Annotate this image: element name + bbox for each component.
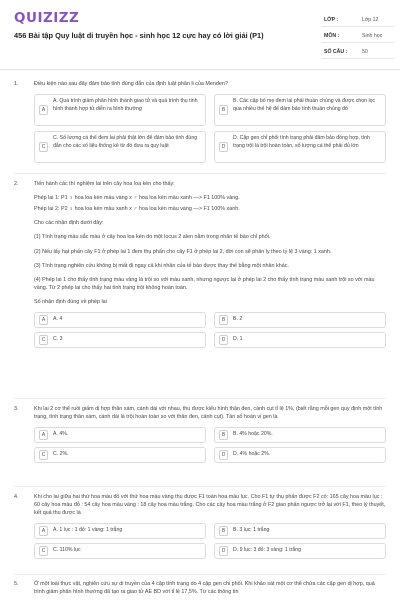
answer-option-d[interactable] <box>214 543 386 559</box>
cross-1: Phép lai 1: P1 ♀ hoa loa kèn màu vàng x ♂ hoa loa kèn màu xanh —> F1 100% vàng. <box>34 195 240 202</box>
option-letter: A <box>39 315 48 325</box>
worksheet-header <box>0 0 400 70</box>
statement-2: (2) Nếu lấy hạt phấn cây F1 ở phép lai 1 đem thụ phấn cho cây F1 ở phép lai 2, đời con sẽ phân ly theo tỷ lệ 3 vàng: 1 xanh. <box>34 248 332 255</box>
option-letter: B <box>219 526 228 536</box>
question-number: 3. <box>14 406 19 412</box>
question-divider <box>14 398 386 399</box>
worksheet-title: 456 Bài tập Quy luật di truyền học - sinh học 12 cực hay có lời giải (P1) <box>14 31 264 40</box>
answer-option-a[interactable] <box>34 427 206 443</box>
option-letter: D <box>219 335 228 345</box>
question-2 <box>14 180 386 395</box>
quizizz-logo: QUIZIZZ <box>14 10 80 26</box>
answer-option-b[interactable] <box>214 312 386 328</box>
option-text: D. 9 lục: 3 đỏ: 3 vàng: 1 trắng <box>233 547 302 554</box>
option-letter: A <box>39 105 48 115</box>
option-letter: A <box>39 526 48 536</box>
option-text: B. Các cặp bố mẹ đem lai phải thuần chủng và được chọn lọc qua nhiều thế hệ để đảm bảo tính thuần chủng đó <box>233 98 376 112</box>
question-divider <box>14 486 386 487</box>
question-3 <box>14 405 386 485</box>
statement-3: (3) Tính trạng nghiên cứu không bị mất đi ngay cả khi nhân của tế bào được thay thế bằng một nhân khác. <box>34 262 289 269</box>
option-text: B. 4% hoặc 20%. <box>233 431 273 438</box>
option-text: A. Quá trình giảm phân hình thành giao tử và quá trình thụ tinh hình thành hợp tử diễn ra bình thường <box>53 98 198 112</box>
meta-subject-row <box>322 29 394 43</box>
meta-count-value: 50 <box>362 49 368 55</box>
answer-option-b[interactable] <box>214 523 386 539</box>
question-number: 2. <box>14 181 19 187</box>
statement-4: (4) Phép lai 1 cho thấy tính trạng màu vàng là trội so với màu xanh, nhưng ngược lại ở phép lai 2 cho thấy tính trạng màu xanh trội so với màu vàng. Từ 2 phép lai cho thấy hai tính trạng trội không hoàn toàn. <box>34 276 375 291</box>
question-text: Khi lai 2 cơ thể ruồi giấm dị hợp thân xám, cánh dài với nhau, thu được kiểu hình thân đen, cánh cụt tỉ lệ 1%, (biết rằng mỗi gen quy định một tính trạng, tính trạng thân xám, cánh dài là trội hoàn toàn so với thân đen, cánh cụt). Tần số hoán vị gen là <box>34 406 383 421</box>
question-prompt: Số nhận định đúng về phép lai <box>34 298 107 305</box>
answer-option-b[interactable] <box>214 427 386 443</box>
option-text: B. 2 <box>233 316 243 323</box>
meta-count-row <box>322 45 394 59</box>
option-text: D. Cặp gen chỉ phối tính trạng phải đảm bảo đồng hợp, tính trạng trội là trội hoàn toàn, số lượng cá thể phải đủ lớn <box>233 135 370 149</box>
answer-option-a[interactable] <box>34 312 206 328</box>
option-letter: A <box>39 430 48 440</box>
question-1 <box>14 80 386 170</box>
question-4 <box>14 493 386 573</box>
option-text: D. 4% hoặc 2%. <box>233 451 271 458</box>
question-divider <box>14 574 386 575</box>
meta-subject-label: MÔN : <box>324 33 340 39</box>
question-intro: Tiến hành các thí nghiệm lai trên cây hoa loa kèn cho thấy: <box>34 181 175 187</box>
meta-subject-value: Sinh học <box>362 33 383 39</box>
option-text: C. Số lượng cá thể đem lai phải thật lớn để đảm bảo tính đúng đắn cho các số liệu thống kê từ đó đưa ra quy luật <box>53 135 198 149</box>
option-letter: D <box>219 546 228 556</box>
option-text: C. 110% lục <box>53 547 81 554</box>
option-letter: C <box>39 335 48 345</box>
question-text: Điều kiện nào sau đây đảm bảo tính đúng đắn của định luật phân li của Menden? <box>34 81 228 87</box>
answer-option-d[interactable] <box>214 131 386 163</box>
option-letter: B <box>219 430 228 440</box>
option-letter: C <box>39 450 48 460</box>
answer-option-c[interactable] <box>34 543 206 559</box>
option-letter: D <box>219 142 228 152</box>
question-divider <box>14 173 386 174</box>
answer-option-d[interactable] <box>214 447 386 463</box>
answer-option-d[interactable] <box>214 332 386 348</box>
meta-class-value: Lớp 12 <box>362 17 379 23</box>
answer-option-c[interactable] <box>34 332 206 348</box>
answer-option-a[interactable] <box>34 523 206 539</box>
question-text: Khi cho lai giữa hai thứ hoa màu đỏ với thứ hoa màu vàng thu được F1 toàn hoa màu lục. Cho F1 tự thụ phấn được F2 có: 165 cây hoa màu lục : 60 cây hoa màu đỏ : 54 cây hoa màu vàng : 18 cây hoa màu trắng. Cho các cây hoa màu trắng ở F2 giao phấn ngược trở lại với F1, theo lý thuyết, kết quả thu được là <box>34 494 386 517</box>
statements-intro: Cho các nhận định dưới đây: <box>34 220 104 227</box>
question-number: 4. <box>14 494 19 500</box>
statement-1: (1) Tính trạng màu sắc màu ở cây hoa loa kèn do một locus 2 alen nằm trong nhân tế bào chỉ phối. <box>34 234 271 241</box>
option-text: A. 4%. <box>53 431 69 438</box>
option-text: D. 1 <box>233 336 243 343</box>
meta-count-label: SỐ CÂU : <box>324 49 348 55</box>
option-text: A. 1 lục : 1 đỏ: 1 vàng: 1 trắng <box>53 527 123 534</box>
question-text: Ở một loài thực vật, nghiên cứu sự di truyền của 4 cặp tính trạng do 4 cặp gen chi phối. Khi khảo sát một cơ thể chứa các cặp gen dị hợp, quá trình giảm phân hình thường đã tạo ra giao tử AE BD với tỉ lệ 17,5%. Từ các thông tin <box>34 581 375 596</box>
question-5 <box>14 580 386 600</box>
cross-2: Phép lai 2: P2 ♀ hoa loa kèn màu xanh x ♂ hoa loa kèn màu vàng —> F1 100% xanh. <box>34 206 240 213</box>
option-letter: B <box>219 315 228 325</box>
meta-class-label: LỚP : <box>324 17 339 23</box>
answer-option-c[interactable] <box>34 447 206 463</box>
meta-class-row <box>322 13 394 27</box>
answer-option-b[interactable] <box>214 94 386 126</box>
option-text: A. 4 <box>53 316 63 323</box>
answer-option-a[interactable] <box>34 94 206 126</box>
answer-option-c[interactable] <box>34 131 206 163</box>
question-number: 5. <box>14 581 19 587</box>
option-text: B. 3 lục: 1 trắng <box>233 527 270 534</box>
option-text: C. 3 <box>53 336 63 343</box>
option-letter: D <box>219 450 228 460</box>
option-letter: C <box>39 142 48 152</box>
option-letter: B <box>219 105 228 115</box>
question-number: 1. <box>14 81 19 87</box>
option-text: C. 2%. <box>53 451 69 458</box>
option-letter: C <box>39 546 48 556</box>
